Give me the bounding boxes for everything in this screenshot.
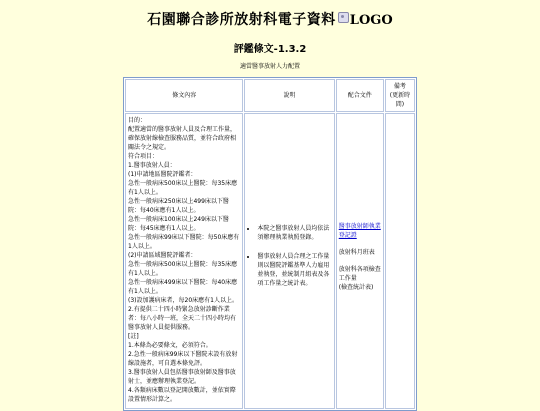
remarks-cell — [385, 113, 415, 409]
article-content — [128, 116, 240, 404]
header-documents: 配合文件 — [336, 79, 384, 112]
table-header-row — [125, 79, 415, 112]
document-monthly-schedule: 放射科月班表 — [338, 249, 375, 256]
explanation-cell — [244, 113, 334, 409]
content-line: 急性一般病床100床以上249床以下醫院：每45床應有1人以上。 — [128, 216, 229, 232]
article-number: 評鑑條文-1.3.2 — [233, 44, 307, 55]
documents-cell — [336, 113, 384, 409]
content-line: 急性一般病床99床以下醫院：每50床應有1人以上。 — [128, 234, 240, 250]
content-line: 3.醫事放射人員包括醫事放射師及醫事放射士，並應辦理執業登記。 — [128, 369, 236, 385]
content-line: 急性一般病床499床以下醫院：每40床應有1人以上。 — [128, 279, 238, 295]
explanation-list — [247, 224, 331, 288]
document-workload-stats: 放射科各項檢查工作量 (檢查統計表) — [338, 266, 381, 291]
content-line: 急性一般病床500床以上醫院：每35床應有1人以上。 — [128, 180, 238, 196]
explanation-item: • 醫事放射人員合理之工作量則以醫院評鑑基準人力雇用並執登，並統制月組表及各項工作量之統計表。 — [257, 252, 331, 288]
page-header — [0, 9, 540, 29]
logo-text: LOGO — [349, 13, 393, 28]
header-remarks: 備考 (更新時間) — [385, 79, 415, 112]
image-icon — [338, 12, 349, 23]
page-title: 石園聯合診所放射科電子資料 — [147, 12, 336, 28]
explanation-item: • 本院之醫事放射人員均依法須辦理執業執照登錄。 — [257, 224, 331, 242]
article-caption: 適當醫事放射人力配置 — [239, 63, 300, 70]
table-row — [125, 113, 415, 409]
content-line: 1.醫事放射人員： — [128, 162, 176, 169]
article-content-cell — [125, 113, 243, 409]
registration-document-link[interactable]: 醫事放射師執業登記證 — [338, 223, 381, 239]
header-explanation: 說明 — [244, 79, 334, 112]
content-line: 2.急性一般病床99床以下醫院未設有放射線設施者，可自選本條免評。 — [128, 351, 238, 367]
content-line: 4.各類病床數以登記開放數計，並依實際設置情形計算之。 — [128, 387, 236, 403]
content-line: (3)設加護病床者，每20床應有1人以上。 — [128, 297, 238, 304]
article-table — [123, 77, 417, 411]
content-line: (1)申請地區醫院評鑑者： — [128, 171, 197, 178]
content-line: 急性一般病床500床以上醫院：每35床應有1人以上。 — [128, 261, 238, 277]
content-line: 配置適當的醫事放射人員及合理工作量，確保放射線檢查服務品質，並符合政府相關法令之規定。 — [128, 126, 237, 151]
content-line: 符合項目： — [128, 153, 159, 160]
content-line: 1.本條為必要條文，必須符合。 — [128, 342, 212, 349]
header-content: 條文內容 — [125, 79, 243, 112]
content-line: [註] — [128, 333, 139, 340]
content-line: 目的： — [128, 117, 147, 124]
content-line: 急性一般病床250床以上499床以下醫院：每40床應有1人以上。 — [128, 198, 229, 214]
content-line: (2)申請區域醫院評鑑者： — [128, 252, 197, 259]
content-line: 2.有提供二十四小時緊急放射診斷作業者：每八小時一班，全天二十四小時均有醫事放射人員提供服務。 — [128, 306, 237, 331]
